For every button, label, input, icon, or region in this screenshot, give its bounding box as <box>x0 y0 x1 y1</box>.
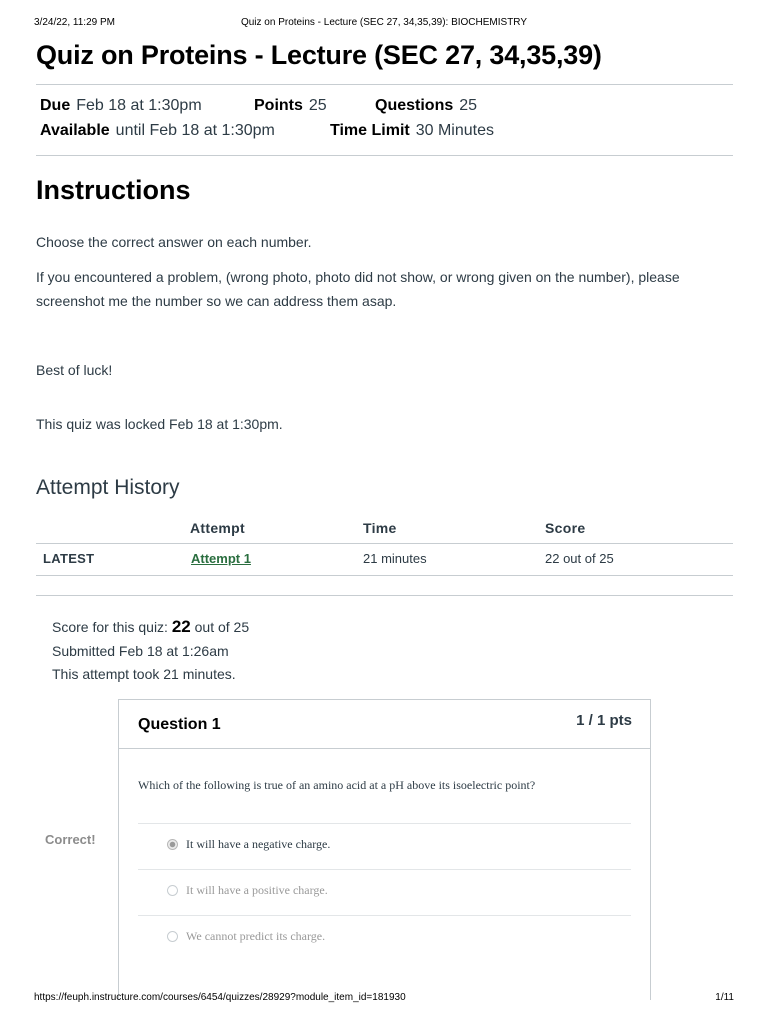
answer-option[interactable] <box>138 915 631 962</box>
points-value: 25 <box>308 97 327 114</box>
available-detail <box>40 122 275 140</box>
print-page-number: 1/11 <box>715 992 734 1003</box>
instructions-heading: Instructions <box>36 175 191 205</box>
instruction-paragraph: Choose the correct answer on each number. <box>36 234 312 250</box>
instruction-paragraph: Best of luck! <box>36 362 113 378</box>
attempt-duration: This attempt took 21 minutes. <box>52 666 236 682</box>
question-header <box>119 700 650 749</box>
points-label: Points <box>254 97 303 114</box>
lock-notice: This quiz was locked Feb 18 at 1:30pm. <box>36 416 283 432</box>
attempt-history-heading: Attempt History <box>36 476 180 499</box>
question-text: Which of the following is true of an amino acid at a pH above its isoelectric point? <box>138 778 536 792</box>
radio-icon[interactable] <box>167 931 178 942</box>
table-row-divider <box>36 575 733 576</box>
radio-selected-icon[interactable] <box>167 839 178 850</box>
quiz-score <box>52 617 249 637</box>
due-value: Feb 18 at 1:30pm <box>76 97 202 114</box>
divider <box>36 155 733 156</box>
questions-label: Questions <box>375 97 454 114</box>
score-prefix: Score for this quiz: <box>52 619 168 635</box>
available-value: until Feb 18 at 1:30pm <box>115 122 275 139</box>
question-points: 1 / 1 pts <box>576 712 632 729</box>
instruction-paragraph: If you encountered a problem, (wrong photo, photo did not show, or wrong given on the number), please screenshot me the number so we can address them asap. <box>36 269 680 309</box>
time-limit-value: 30 Minutes <box>415 122 494 139</box>
attempt-score: 22 out of 25 <box>545 551 614 566</box>
answer-option-text: It will have a positive charge. <box>186 883 328 897</box>
column-header-score: Score <box>545 520 586 536</box>
column-header-attempt: Attempt <box>190 520 245 536</box>
correct-answer-tag: Correct! <box>45 832 96 847</box>
row-label-latest: LATEST <box>43 551 95 566</box>
score-value: 22 <box>171 617 191 636</box>
answer-option-text: It will have a negative charge. <box>186 837 331 851</box>
print-footer <box>34 992 734 1006</box>
questions-value: 25 <box>459 97 478 114</box>
column-header-time: Time <box>363 520 397 536</box>
answer-option-text: We cannot predict its charge. <box>186 929 326 943</box>
submitted-time: Submitted Feb 18 at 1:26am <box>52 643 229 659</box>
print-header <box>34 17 734 31</box>
attempt-1-link[interactable]: Attempt 1 <box>191 551 251 566</box>
due-detail <box>40 97 202 115</box>
time-limit-label: Time Limit <box>330 122 410 139</box>
table-header-divider <box>36 543 733 544</box>
radio-icon[interactable] <box>167 885 178 896</box>
due-label: Due <box>40 97 71 114</box>
print-page-title: Quiz on Proteins - Lecture (SEC 27, 34,35,39): BIOCHEMISTRY <box>240 17 528 28</box>
available-label: Available <box>40 122 110 139</box>
divider <box>36 595 733 596</box>
points-detail <box>254 97 327 115</box>
question-name: Question 1 <box>138 716 221 733</box>
print-datetime: 3/24/22, 11:29 PM <box>34 17 115 28</box>
questions-detail <box>375 97 477 115</box>
divider <box>36 84 733 85</box>
answer-option[interactable] <box>138 823 631 870</box>
score-suffix: out of 25 <box>194 619 250 635</box>
answer-option[interactable] <box>138 869 631 916</box>
quiz-title: Quiz on Proteins - Lecture (SEC 27, 34,35,39) <box>36 40 602 70</box>
attempt-time: 21 minutes <box>363 551 427 566</box>
question-card <box>118 699 651 1000</box>
time-limit-detail <box>330 122 494 140</box>
print-url: https://feuph.instructure.com/courses/6454/quizzes/28929?module_item_id=181930 <box>34 992 406 1003</box>
